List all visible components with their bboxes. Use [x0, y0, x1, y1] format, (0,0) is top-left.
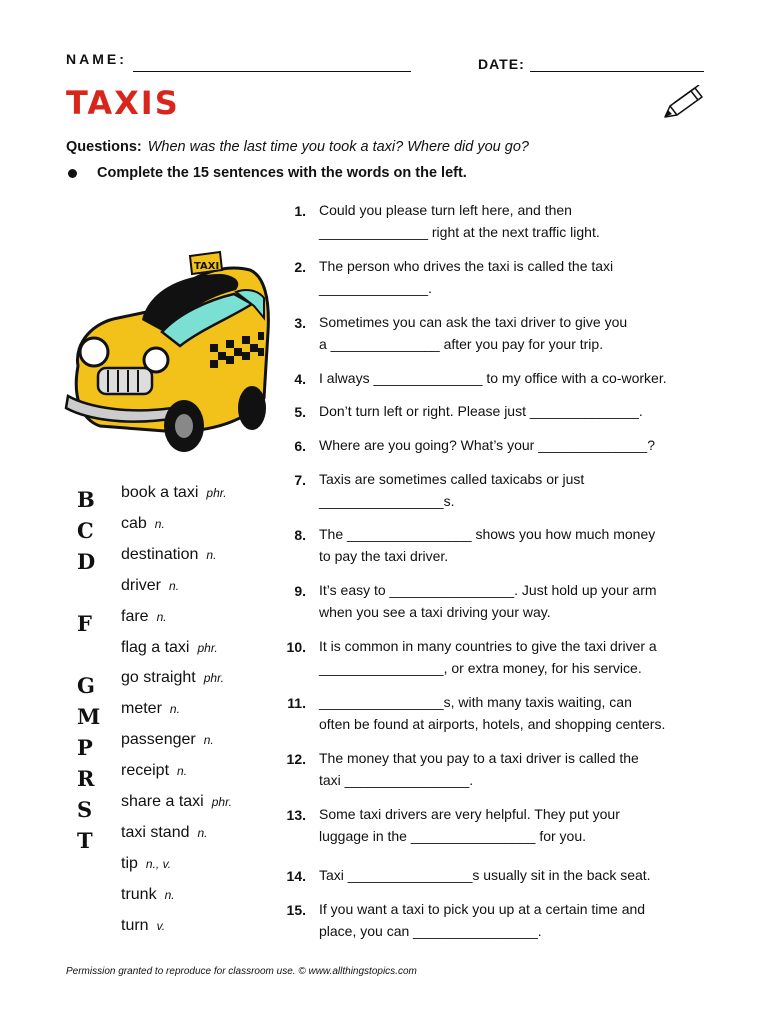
sentence-number: 2. — [294, 259, 306, 275]
sentence-line: I always ______________ to my office with a co-worker. — [319, 370, 667, 386]
sentence-number: 10. — [286, 639, 306, 655]
sentence-item — [319, 400, 719, 422]
sentence-number: 15. — [286, 902, 306, 918]
sentence-number: 11. — [287, 695, 306, 711]
sentence-item — [319, 635, 719, 679]
word-part-of-speech: n., v. — [145, 856, 172, 871]
word-part-of-speech: n. — [164, 887, 175, 902]
sentence-number: 12. — [286, 751, 306, 767]
date-label: DATE: — [478, 56, 525, 72]
word-list-item — [121, 577, 179, 595]
word-term: receipt — [121, 762, 170, 780]
word-part-of-speech: phr. — [203, 671, 224, 686]
answer-letter: S — [77, 797, 93, 822]
sentence-line: If you want a taxi to pick you up at a certain time and — [319, 901, 646, 917]
word-list-item — [121, 793, 232, 811]
answer-letter: D — [77, 549, 96, 574]
sentence-item — [319, 803, 719, 847]
word-term: fare — [121, 607, 149, 625]
taxi-illustration — [60, 248, 270, 456]
answer-letter: R — [77, 766, 95, 791]
word-term: driver — [121, 576, 162, 594]
footer-permission: Permission granted to reproduce for classroom use. © www.allthingstopics.com — [66, 966, 417, 977]
sentence-line: when you see a taxi driving your way. — [319, 604, 551, 620]
sentence-line: often be found at airports, hotels, and shopping centers. — [319, 716, 666, 732]
sentence-line: place, you can ________________. — [319, 923, 542, 939]
word-term: share a taxi — [121, 793, 204, 810]
sentence-line: The ________________ shows you how much money — [319, 526, 656, 542]
word-part-of-speech: n. — [156, 609, 167, 624]
date-field-line — [530, 71, 704, 72]
word-term: passenger — [121, 731, 196, 749]
word-list-item — [121, 762, 187, 780]
sentence-number: 6. — [294, 438, 306, 454]
sentence-item — [319, 468, 719, 512]
taxi-sign-text: TAXI — [194, 261, 220, 272]
sentence-item — [319, 311, 719, 355]
sentence-item — [319, 199, 719, 243]
pencil-icon — [661, 85, 705, 121]
word-list-item — [121, 639, 218, 657]
sentence-number: 3. — [294, 315, 306, 331]
sentence-item — [319, 691, 719, 735]
sentence-line: Could you please turn left here, and then — [319, 202, 572, 218]
word-part-of-speech: n. — [177, 764, 188, 779]
sentence-line: Where are you going? What’s your ______________? — [319, 437, 655, 453]
answer-letter: M — [77, 704, 101, 729]
sentence-line: The person who drives the taxi is called the taxi — [319, 258, 614, 274]
answer-letter: B — [77, 487, 95, 512]
word-part-of-speech: phr. — [211, 795, 232, 809]
word-term: taxi stand — [121, 823, 190, 841]
sentence-line: to pay the taxi driver. — [319, 548, 449, 564]
sentence-number: 13. — [286, 807, 306, 823]
word-part-of-speech: n. — [169, 578, 180, 593]
word-term: meter — [121, 700, 162, 718]
sentence-line: Taxis are sometimes called taxicabs or just — [319, 471, 585, 487]
sentence-line: Taxi ________________s usually sit in the back seat. — [319, 867, 651, 883]
sentence-line: a ______________ after you pay for your trip. — [319, 336, 604, 352]
word-term: tip — [121, 854, 138, 872]
sentence-item — [319, 864, 719, 886]
word-term: turn — [121, 916, 149, 934]
word-term: destination — [121, 545, 199, 563]
word-list-item — [121, 886, 175, 904]
questions-line — [66, 139, 529, 155]
answer-letter: C — [77, 518, 94, 543]
word-list-item — [121, 608, 167, 626]
sentence-line: Don’t turn left or right. Please just ______________. — [319, 403, 643, 419]
word-list-item — [121, 731, 214, 749]
word-part-of-speech: phr. — [197, 640, 218, 655]
word-part-of-speech: n. — [203, 733, 214, 748]
sentence-item — [319, 523, 719, 567]
page-title: TAXIS — [66, 84, 180, 122]
word-list-item — [121, 484, 227, 502]
sentence-line: The money that you pay to a taxi driver is called the — [319, 750, 639, 766]
word-list-item — [121, 855, 171, 873]
word-list-item — [121, 700, 180, 718]
sentence-line: Sometimes you can ask the taxi driver to give you — [319, 314, 628, 330]
sentence-line: ______________ right at the next traffic light. — [319, 224, 600, 240]
instruction-text: Complete the 15 sentences with the words on the left. — [97, 165, 467, 181]
sentence-number: 4. — [294, 371, 306, 387]
word-term: trunk — [121, 885, 157, 903]
word-term: go straight — [121, 669, 196, 687]
sentence-number: 1. — [294, 203, 306, 219]
word-list-item — [121, 824, 208, 842]
sentence-item — [319, 434, 719, 456]
word-part-of-speech: v. — [156, 918, 166, 933]
sentence-number: 7. — [294, 472, 306, 488]
questions-label: Questions: — [66, 139, 142, 155]
word-term: cab — [121, 514, 147, 532]
sentence-number: 5. — [294, 404, 306, 420]
questions-text: When was the last time you took a taxi? Where did you go? — [147, 139, 529, 155]
sentence-item — [319, 747, 719, 791]
sentence-line: ______________. — [319, 280, 432, 296]
word-part-of-speech: n. — [197, 825, 208, 840]
word-list-item — [121, 515, 165, 533]
sentence-number: 8. — [294, 527, 306, 543]
name-label: NAME: — [66, 51, 127, 67]
sentence-line: It is common in many countries to give the taxi driver a — [319, 638, 657, 654]
word-list-item — [121, 917, 165, 935]
word-part-of-speech: n. — [206, 547, 217, 562]
sentence-item — [319, 579, 719, 623]
word-list-item — [121, 546, 216, 564]
sentence-number: 9. — [294, 583, 306, 599]
word-part-of-speech: n. — [154, 516, 165, 531]
word-part-of-speech: n. — [169, 702, 180, 717]
name-field-line — [133, 71, 411, 72]
sentence-line: ________________s. — [319, 493, 455, 509]
sentence-item — [319, 898, 719, 942]
bullet-icon — [68, 169, 77, 178]
sentence-line: luggage in the ________________ for you. — [319, 828, 587, 844]
sentence-item — [319, 255, 719, 299]
sentence-line: taxi ________________. — [319, 772, 474, 788]
sentence-line: Some taxi drivers are very helpful. They put your — [319, 806, 620, 822]
answer-letter: G — [77, 673, 95, 698]
sentence-line: ________________, or extra money, for his service. — [319, 660, 642, 676]
word-term: book a taxi — [121, 484, 199, 501]
answer-letter: F — [77, 611, 92, 636]
word-list-item — [121, 669, 224, 687]
sentence-line: ________________s, with many taxis waiting, can — [319, 694, 632, 710]
answer-letter: T — [77, 828, 93, 853]
word-term: flag a taxi — [121, 638, 190, 656]
word-part-of-speech: phr. — [206, 486, 227, 500]
sentence-number: 14. — [286, 868, 306, 884]
sentence-line: It’s easy to ________________. Just hold up your arm — [319, 582, 657, 598]
sentence-item — [319, 367, 719, 389]
answer-letter: P — [77, 735, 93, 760]
